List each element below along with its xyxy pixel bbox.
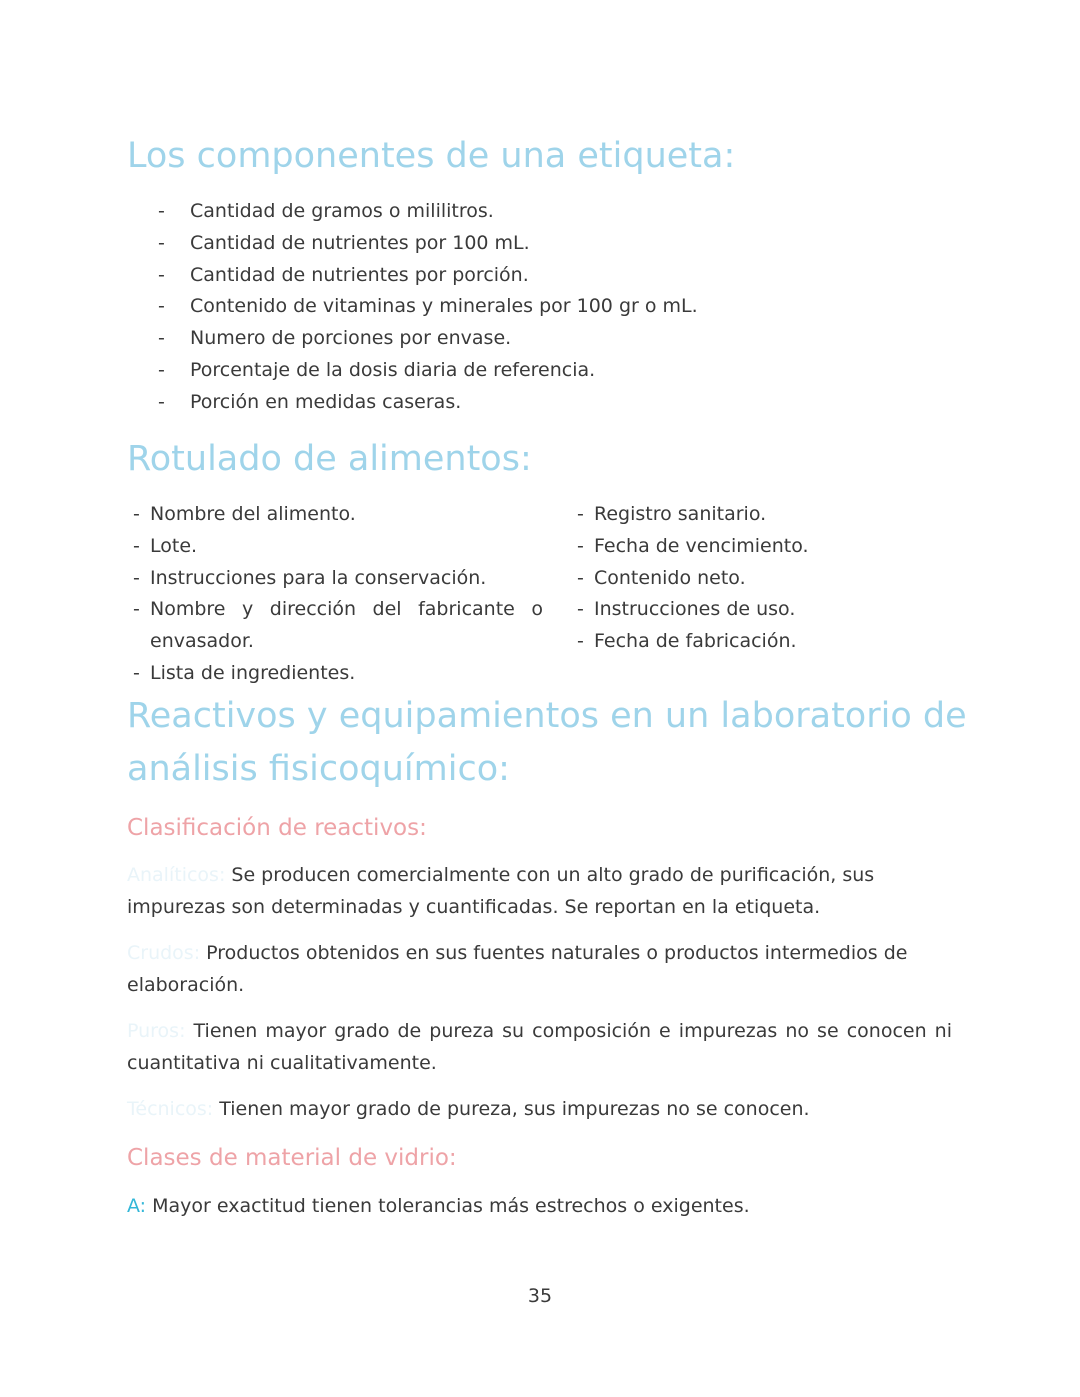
list-item: - Lista de ingredientes.: [133, 661, 356, 684]
list-item: - Registro sanitario.: [577, 503, 767, 525]
reactivo-analiticos: Analíticos: Se producen comercialmente con un alto grado de purificación, sus impurezas son determinadas y cuantificadas. Se reportan en la etiqueta.: [127, 864, 875, 918]
list-item: - Cantidad de nutrientes por porción.: [158, 263, 529, 286]
vidrio-clase-a: A: Mayor exactitud tienen tolerancias más estrechos o exigentes.: [127, 1195, 750, 1217]
list-item: - Contenido de vitaminas y minerales por 100 gr o mL.: [158, 295, 698, 318]
reactivo-tecnicos: Técnicos: Tienen mayor grado de pureza, sus impurezas no se conocen.: [127, 1098, 810, 1120]
list-item: - Porcentaje de la dosis diaria de referencia.: [158, 358, 596, 381]
rotulado-list-left: [133, 499, 543, 690]
list-item: - Instrucciones para la conservación.: [133, 566, 487, 589]
list-item: - Contenido neto.: [577, 566, 746, 589]
section-title-reactivos: Reactivos y equipamientos en un laboratorio de análisis fisicoquímico:: [127, 696, 967, 789]
list-item: - Fecha de fabricación.: [577, 630, 797, 653]
componentes-list: [158, 196, 698, 419]
list-item: - Nombre del alimento.: [133, 503, 356, 525]
list-item: - Numero de porciones por envase.: [158, 327, 512, 350]
list-item: - Cantidad de gramos o mililitros.: [158, 200, 494, 222]
list-item: - Fecha de vencimiento.: [577, 534, 809, 557]
list-item: - Cantidad de nutrientes por 100 mL.: [158, 231, 530, 254]
section-title-componentes: Los componentes de una etiqueta:: [127, 136, 736, 176]
rotulado-list-right: [577, 499, 937, 658]
list-item: - Porción en medidas caseras.: [158, 390, 462, 413]
reactivo-crudos: Crudos: Productos obtenidos en sus fuentes naturales o productos intermedios de elaboración.: [127, 942, 908, 996]
subtitle-vidrio: Clases de material de vidrio:: [127, 1145, 457, 1171]
list-item: - Instrucciones de uso.: [577, 598, 796, 621]
reactivo-puros: Puros: Tienen mayor grado de pureza su composición e impurezas no se conocen ni cuantitativa ni cualitativamente.: [127, 1020, 952, 1074]
list-item: - Nombre y dirección del fabricante o envasador.: [133, 598, 543, 653]
list-item: - Lote.: [133, 534, 198, 557]
section-title-rotulado: Rotulado de alimentos:: [127, 439, 532, 479]
page-number: 35: [527, 1285, 553, 1307]
subtitle-clasificacion: Clasificación de reactivos:: [127, 815, 427, 841]
